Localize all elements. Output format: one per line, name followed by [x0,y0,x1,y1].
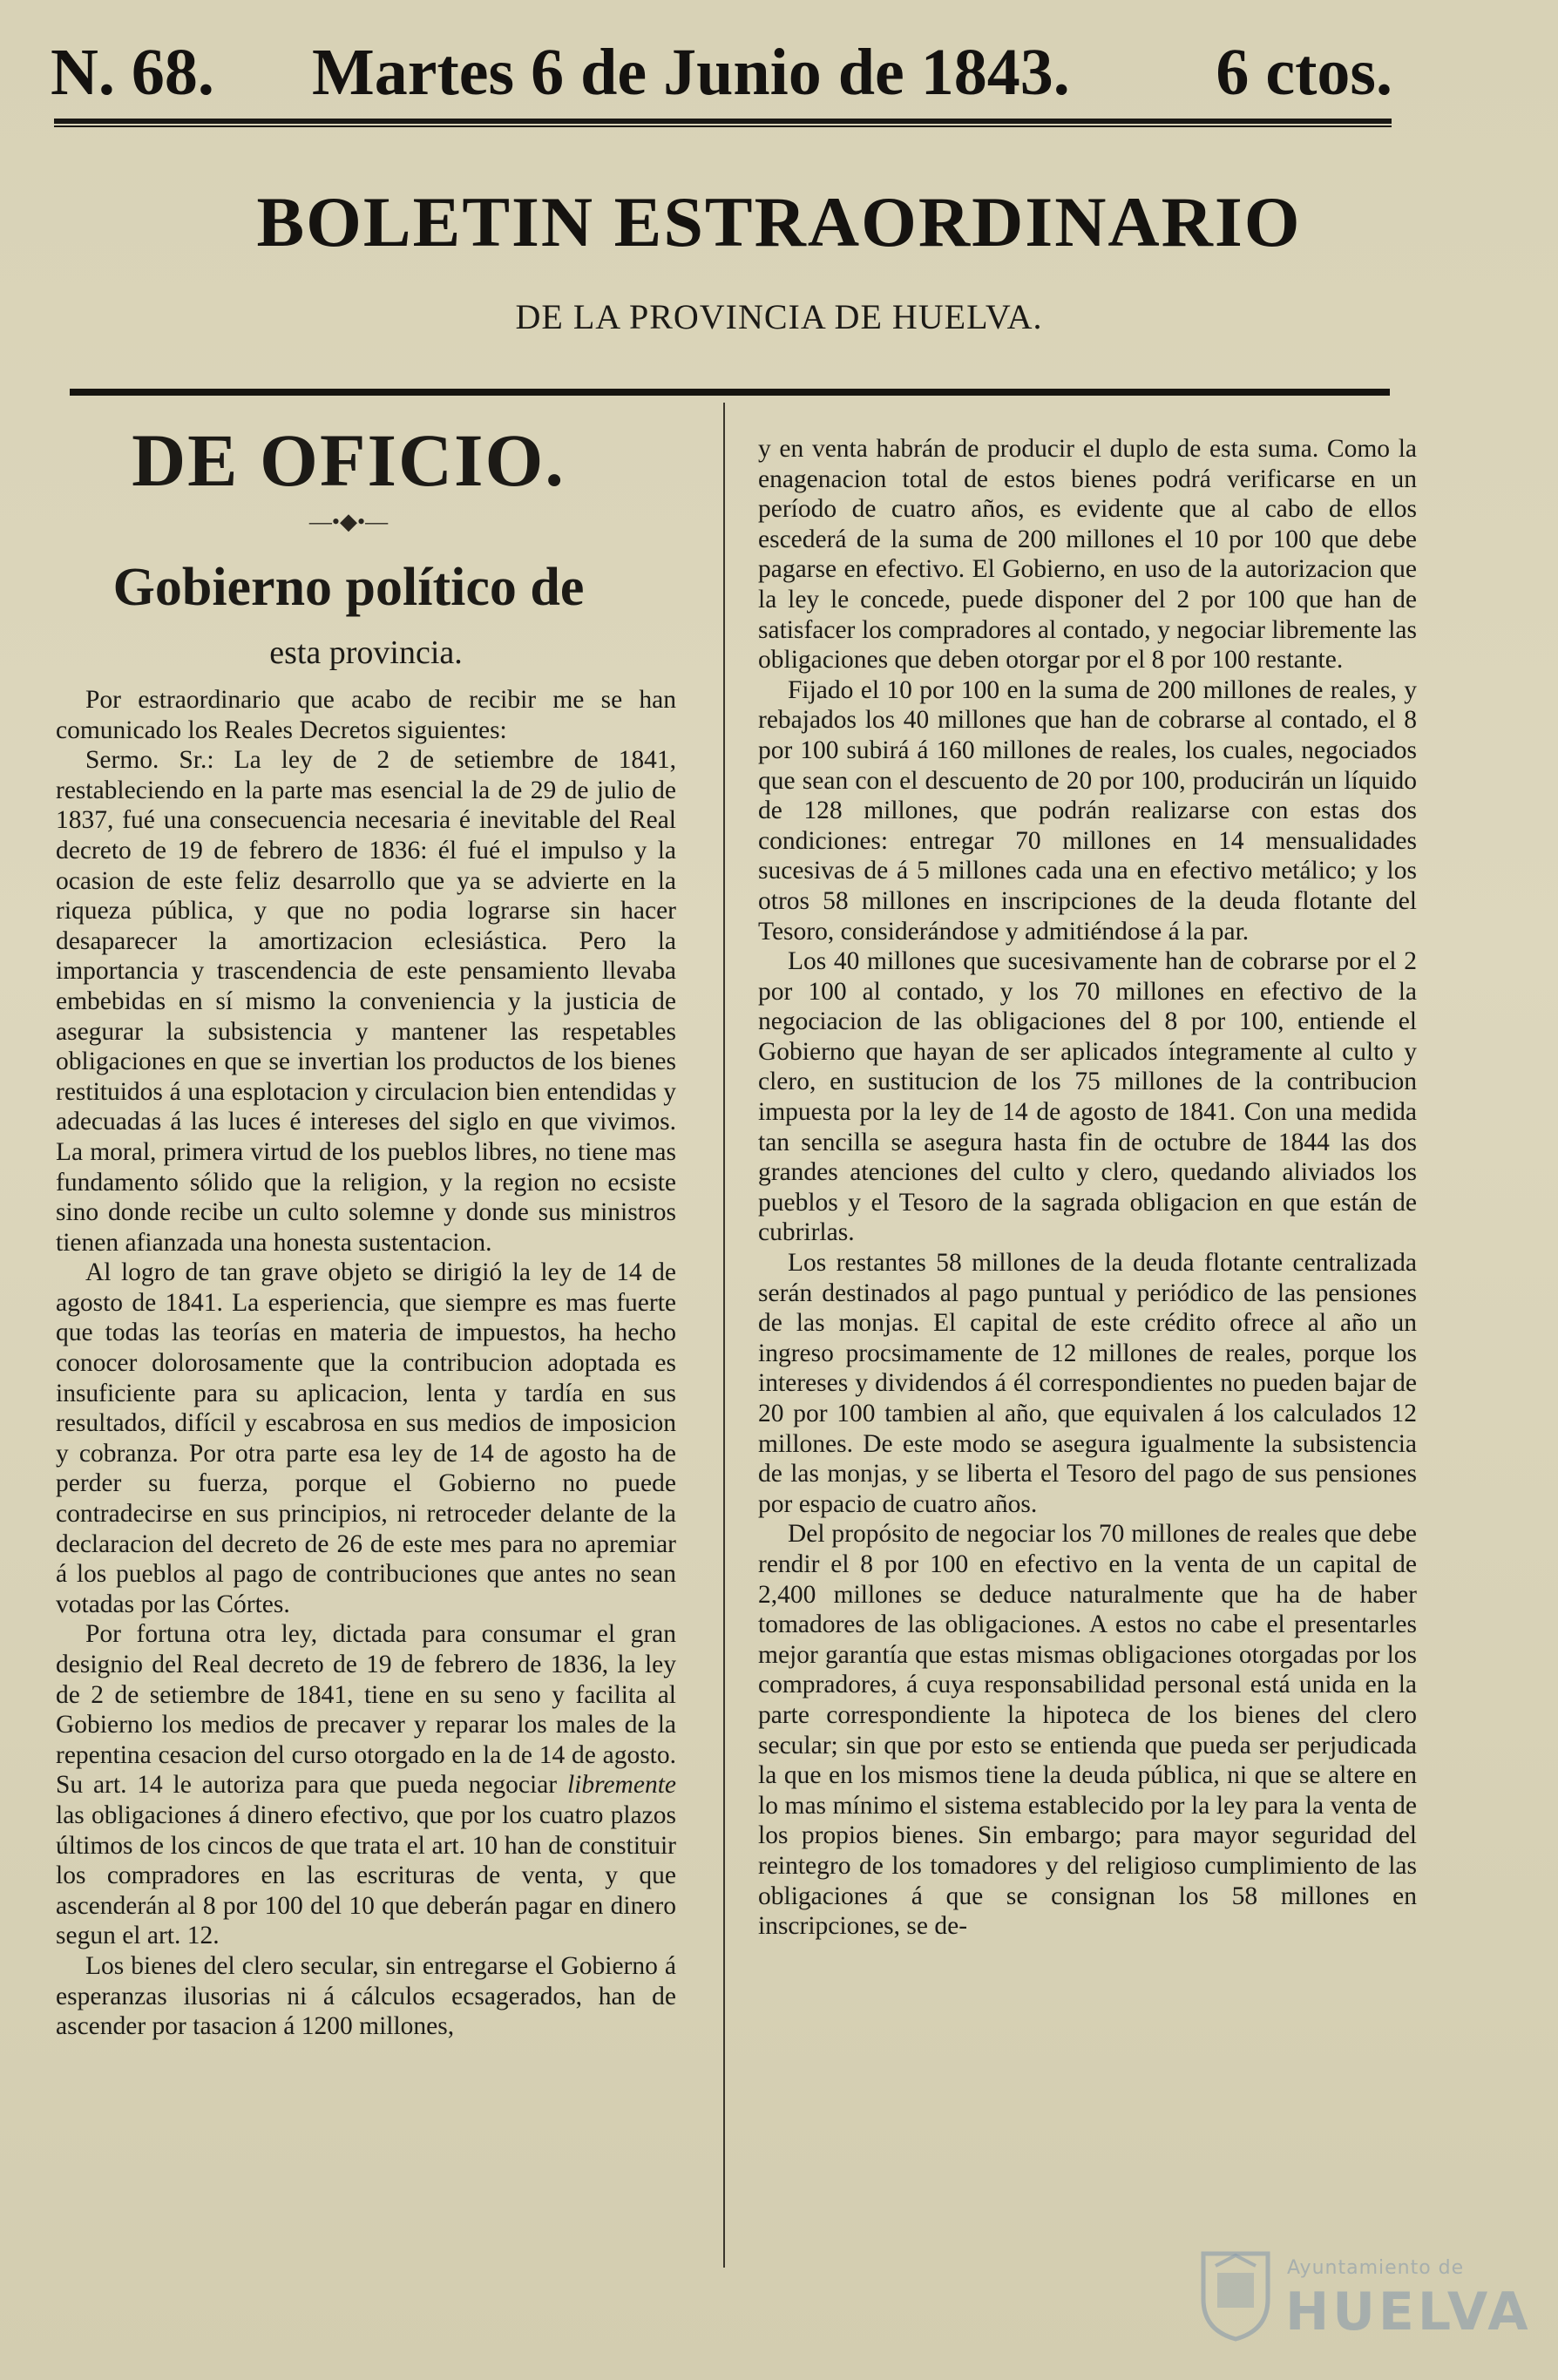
coat-of-arms-icon [1198,2247,1273,2343]
paragraph: Del propósito de negociar los 70 millones de reales que debe rendir el 8 por 100 en efectivo en la venta de un capital de 2,400 millones se deduce naturalmente que ha de haber tomadores de las obligaciones. A estos no cabe el presentarles mejor garantía que estas mismas obligaciones otorgadas por los compradores, á cuya responsabilidad personal está unida en la parte correspondiente la hipoteca de los bienes del clero secular; sin que por esto se entienda que pueda ser perjudicada la que en los mismos tiene la deuda pública, ni que se altere en lo mas mínimo el sistema establecido por la ley para la venta de los propios bienes. Sin embargo; para mayor seguridad del reintegro de los tomadores y del religioso cumplimiento de las obligaciones á que se consignan los 58 millones en inscripciones, se de- [758,1520,1417,1941]
archive-watermark [1198,2247,1532,2351]
publication-subtitle: DE LA PROVINCIA DE HUELVA. [515,297,1043,336]
paragraph: Al logro de tan grave objeto se dirigió la ley de 14 de agosto de 1841. La esperiencia, que siempre es mas fuerte que todas las teorías en materia de impuestos, ha hecho conocer dolorosamente que la contribucion adoptada es insuficiente para su aplicacion, lenta y tardía en sus resultados, difícil y escabrosa en sus medios de imposicion y cobranza. Por otra parte esa ley de 14 de agosto ha de perder su fuerza, porque el Gobierno no puede contradecirse en sus principios, ni retroceder delante de la declaracion del decreto de 26 de este mes para no apremiar á los pueblos al pago de contribuciones que antes no sean votadas por las Córtes. [56,1258,676,1618]
section-subheading: Gobierno político de [112,558,585,617]
paragraph-text: Por fortuna otra ley, dictada para consumar el gran designio del Real decreto de 19 de febrero de 1836, la ley de 2 de setiembre de 1841, tiene en su seno y facilita al Gobierno los medios de precaver y reparar los males de la repentina cesacion del curso otorgado en la de 14 de agosto. Su art. 14 le autoriza para que pueda negociar [56,1620,676,1800]
right-column [758,434,1417,1942]
issue-price: 6 ctos. [1216,36,1392,109]
ornament-divider: —•◆•— [308,509,389,534]
paragraph: Sermo. Sr.: La ley de 2 de setiembre de 1841, restableciendo en la parte mas esencial la de 29 de julio de 1837, fué una consecuencia necesaria é inevitable del Real decreto de 19 de febrero de 1836: él fué el impulso y la ocasion de este feliz desarrollo que ya se advierte en la riqueza pública, y que no podia lograrse sin hacer desaparecer la amortizacion eclesiástica. Pero la importancia y trascendencia de este pensamiento llevaba embebidas en sí mismo la conveniencia y la justicia de asegurar la subsistencia y mantener las respetables obligaciones en que se invertian los productos de los bienes restituidos á una esplotacion y circulacion bien entendidas y adecuadas á las luces é intereses del siglo en que vivimos. La moral, primera virtud de los pueblos libres, no tiene mas fundamento sólido que la religion, y la region no ecsiste sino donde recibe un culto solemne y donde sus ministros tienen afianzada una honesta sustentacion. [56,746,676,1257]
paragraph-text: las obligaciones á dinero efectivo, que por los cuatro plazos últimos de los cincos de que trata el art. 10 han de constituir los compradores en las escrituras de venta, y que ascenderán al 8 por 100 del 10 que deberán pagar en dinero segun el art. 12. [56,1800,676,1950]
paragraph [56,1619,676,1951]
masthead [51,33,1392,112]
paragraph: Los 40 millones que sucesivamente han de cobrarse por el 2 por 100 al contado, y los 70 millones en efectivo de la negociacion de las obligaciones del 8 por 100, entiende el Gobierno que hayan de ser aplicados íntegramente al culto y clero, en sustitucion de los 75 millones de la contribucion impuesta por la ley de 14 de agosto de 1841. Con una medida tan sencilla se asegura hasta fin de octubre de 1844 las dos grandes atenciones del culto y clero, quedando aliviados los pueblos y el Tesoro de la sagrada obligacion en que están de cubrirlas. [758,947,1417,1247]
column-divider [723,403,725,2268]
paragraph: Los restantes 58 millones de la deuda flotante centralizada serán destinados al pago puntual y periódico de las pensiones de las monjas. El capital de este crédito ofrece al año un ingreso procsimamente de 12 millones de reales, porque los intereses y dividendos á él correspondientes no pueden bajar de 20 por 100 tambien al año, que equivalen á los calculados 12 millones. De este modo se asegura igualmente la subsistencia de las monjas, y se liberta el Tesoro del pago de sus pensiones por espacio de cuatro años. [758,1249,1417,1518]
watermark-small-text: Ayuntamiento de [1287,2257,1465,2279]
publication-title: BOLETIN ESTRAORDINARIO [256,182,1302,261]
issue-number: N. 68. [51,36,214,109]
paragraph: Fijado el 10 por 100 en la suma de 200 millones de reales, y rebajados los 40 millones que han de cobrarse al contado, el 8 por 100 subirá á 160 millones de reales, los cuales, negociados que sean con el descuento de 20 por 100, producirán un líquido de 128 millones, que podrán realizarse con estas dos condiciones: entregar 70 millones en 14 mensualidades sucesivas de á 5 millones cada una en efectivo metálico; y los otros 58 millones en inscripciones de la deuda flotante del Tesoro, considerándose y admitiéndose á la par. [758,675,1417,946]
section-heading: DE OFICIO. [132,418,566,502]
watermark-big-text: HUELVA [1285,2282,1532,2343]
paragraph: y en venta habrán de producir el duplo de esta suma. Como la enagenacion total de estos bienes podrá verificarse en un período de cuatro años, es evidente que al cabo de ellos escederá de la suma de 200 millones el 10 por 100 que debe pagarse en efectivo. El Gobierno, en uso de la autorizacion que la ley le concede, puede disponer del 2 por 100 que han de satisfacer los compradores al contado, y negociar libremente las obligaciones que deben otorgar por el 8 por 100 restante. [758,435,1417,675]
paragraph: Por estraordinario que acabo de recibir me se han comunicado los Reales Decretos siguientes: [56,686,676,744]
issue-date: Martes 6 de Junio de 1843. [312,36,1070,109]
section-subheading-2: esta provincia. [269,634,463,671]
italic-word: libremente [566,1771,676,1800]
paragraph: Los bienes del clero secular, sin entregarse el Gobierno á esperanzas ilusorias ni á cálculos ecsagerados, han de ascender por tasacion á 1200 millones, [56,1951,676,2041]
masthead-rule [54,119,1392,127]
left-column [56,418,676,2042]
title-rule [70,389,1390,396]
